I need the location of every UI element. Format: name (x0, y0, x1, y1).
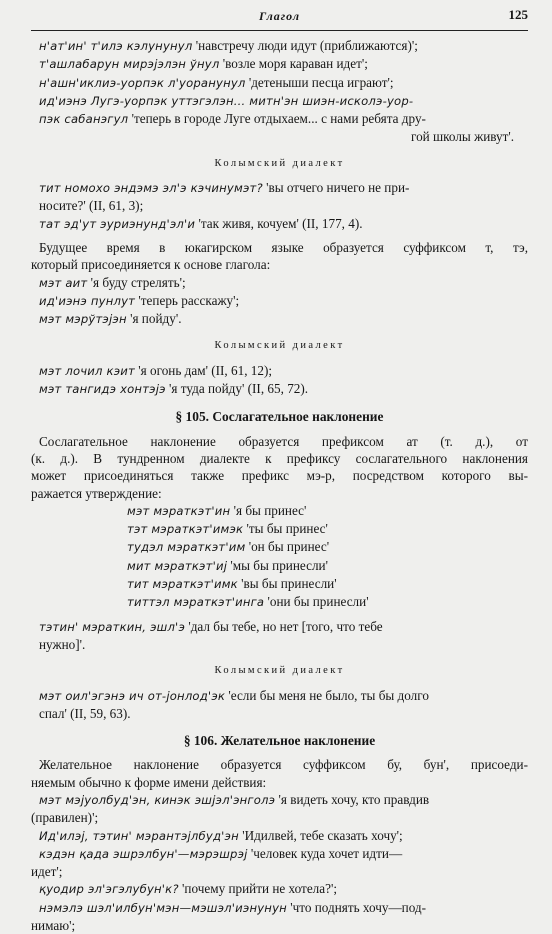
dialect-label: Колымский диалект (214, 340, 345, 352)
example-line (127, 593, 528, 611)
translation: 'я огонь дам' (II, 61, 12); (135, 362, 273, 378)
yukaghir-text: мэт лочил кэит (39, 363, 135, 378)
example-line (39, 274, 528, 292)
yukaghir-text: тит номохо эндэмэ эл'э кэчинумэт? (39, 181, 263, 196)
translation: 'я пойду'. (126, 311, 182, 327)
translation: 'так живя, кочуем' (II, 177, 4). (195, 215, 363, 231)
example-line (39, 827, 528, 845)
example-line (39, 92, 528, 110)
dialect-label: Колымский диалект (214, 157, 345, 169)
translation: 'теперь расскажу'; (135, 292, 240, 308)
yukaghir-text: тит мэраткэт'имк (127, 577, 238, 592)
paragraph-line: ражается утверждение: (31, 485, 162, 501)
section-heading: § 105. Сослагательное наклонение (175, 409, 384, 425)
translation: 'вы отчего ничего не при- (262, 180, 410, 196)
example-line (39, 179, 528, 197)
example-line (39, 197, 528, 214)
translation: нимаю'; (31, 918, 76, 934)
yukaghir-text: мэт аит (39, 275, 88, 290)
translation: 'я буду стрелять'; (87, 274, 186, 290)
example-line (39, 899, 528, 917)
example-block (31, 37, 528, 146)
yukaghir-text: титтэл мэраткэт'инга (127, 595, 265, 610)
example-line (39, 880, 528, 898)
yukaghir-text: қуодир эл'эгэлубун'к? (39, 882, 179, 897)
paragraph-line: Желательное наклонение образуется суффиксом бу, бун', присоеди- (39, 757, 528, 773)
yukaghir-text: мэт тангидэ хонтэjэ (39, 382, 166, 397)
translation: 'человек куда хочет идти— (247, 845, 403, 861)
translation: (правилен)'; (31, 810, 99, 826)
yukaghir-text: пэк сабанэгул (39, 112, 129, 127)
translation: спал' (II, 59, 63). (39, 705, 131, 721)
yukaghir-text: тат эд'ут эуриэнунд'эл'и (39, 216, 196, 231)
paragraph-line: няемым обычно к форме имени действия: (31, 774, 267, 790)
yukaghir-text: мэт оил'эгэнэ ич от-jонлод'эк (39, 688, 226, 703)
translation: 'почему прийти не хотела?'; (178, 881, 337, 897)
translation: 'что поднять хочу—под- (286, 899, 427, 915)
example-line (39, 618, 528, 636)
translation: 'он бы принес' (245, 539, 330, 555)
example-block (31, 362, 528, 399)
yukaghir-text: ид'иэнэ пунлут (39, 293, 136, 308)
example-line (31, 863, 528, 880)
yukaghir-text: нэмэлэ шэл'илбун'мэн—мэшэл'иэнунун (39, 900, 287, 915)
example-block (31, 791, 528, 934)
paragraph-line: Будущее время в юкагирском языке образуется суффиксом т, тэ, (39, 239, 528, 255)
paragraph (31, 239, 528, 274)
translation: нужно]'. (39, 636, 86, 652)
yukaghir-text: тудэл мэраткэт'им (127, 540, 246, 555)
translation: 'Идилвей, тебе сказать хочу'; (238, 827, 403, 843)
example-block (31, 687, 528, 723)
translation: 'дал бы тебе, но нет [того, что тебе (185, 618, 383, 634)
section-heading: § 106. Желательное наклонение (183, 733, 376, 749)
translation: 'вы бы принесли' (237, 576, 337, 592)
example-block (31, 179, 528, 233)
translation: 'мы бы принесли' (227, 557, 328, 573)
paragraph-line: может присоединяться также префикс мэ-р, посредством которого вы- (31, 468, 528, 484)
page-number: 125 (508, 7, 528, 22)
translation: 'если бы меня не было, ты бы долго (225, 687, 429, 703)
example-line (39, 791, 528, 809)
example-line (127, 538, 528, 556)
example-line (39, 687, 528, 705)
example-line (39, 845, 528, 863)
yukaghir-text: ид'иэнэ Лугэ-уорпэк уттэгэлэн... митн'эн шиэн-исколэ-уор- (39, 93, 414, 108)
example-block (31, 618, 528, 654)
running-title: Глагол (258, 9, 301, 23)
example-line (39, 636, 528, 653)
example-line (31, 917, 528, 934)
page-header (31, 0, 528, 31)
paragraph (31, 756, 528, 791)
dialect-label: Колымский диалект (214, 665, 345, 677)
example-line (31, 809, 528, 826)
example-line (39, 55, 528, 73)
translation: гой школы живут'. (411, 129, 515, 145)
yukaghir-text: мэт мэjуолбуд'эн, кинэк эшјэл'энголэ (39, 792, 276, 807)
example-line (127, 502, 528, 520)
paragraph-line: Сослагательное наклонение образуется префиксом ат (т. д.), от (39, 433, 528, 449)
example-block (31, 274, 528, 329)
example-line (39, 74, 528, 92)
translation: 'детеныши песца играют'; (245, 74, 394, 90)
translation: носите?' (II, 61, 3); (39, 198, 144, 214)
yukaghir-text: мэт мэрўтэjэн (39, 312, 127, 327)
yukaghir-text: Ид'илэj, тэтин' мэрантэјлбуд'эн (39, 828, 239, 843)
translation: 'ты бы принес' (243, 521, 328, 537)
example-line (39, 380, 528, 398)
example-line (39, 215, 528, 233)
translation: 'возле моря караван идет'; (219, 56, 368, 72)
paradigm-table (31, 502, 528, 612)
yukaghir-text: кэдэн қада эшрэлбун'—мэрэшрэj (39, 846, 248, 861)
translation: 'теперь в городе Луге отдыхаем... с нами ребята дру- (128, 111, 426, 127)
paragraph-line: (к. д.). В тундренном диалекте к префиксу сослагательного наклонения (31, 450, 528, 466)
yukaghir-text: н'ашн'иклиэ-уорпэк л'уоранунул (39, 75, 246, 90)
yukaghir-text: т'ашлабарун мирэjэлэн ўнул (39, 57, 220, 72)
example-line (39, 128, 528, 145)
yukaghir-text: мэт мэраткэт'ин (127, 503, 231, 518)
paragraph-line: который присоединяется к основе глагола: (31, 257, 271, 273)
example-line (39, 110, 528, 128)
translation: идет'; (31, 864, 63, 880)
translation: 'я видеть хочу, кто правдив (275, 791, 430, 807)
example-line (39, 705, 528, 722)
translation: 'они бы принесли' (264, 594, 369, 610)
yukaghir-text: тэтин' мэраткин, эшл'э (39, 619, 186, 634)
example-line (39, 362, 528, 380)
paragraph (31, 433, 528, 502)
example-line (127, 520, 528, 538)
example-line (39, 310, 528, 328)
yukaghir-text: тэт мэраткэт'имэк (127, 522, 244, 537)
example-line (39, 292, 528, 310)
yukaghir-text: мит мэраткэт'иj (127, 558, 228, 573)
translation: 'я туда пойду' (II, 65, 72). (165, 381, 309, 397)
yukaghir-text: н'ат'ин' т'илэ кэлунунул (39, 39, 193, 53)
example-line (127, 575, 528, 593)
translation: 'навстречу люди идут (приближаются)'; (192, 38, 418, 53)
example-line (127, 557, 528, 575)
example-line (39, 37, 528, 55)
translation: 'я бы принес' (230, 502, 307, 518)
